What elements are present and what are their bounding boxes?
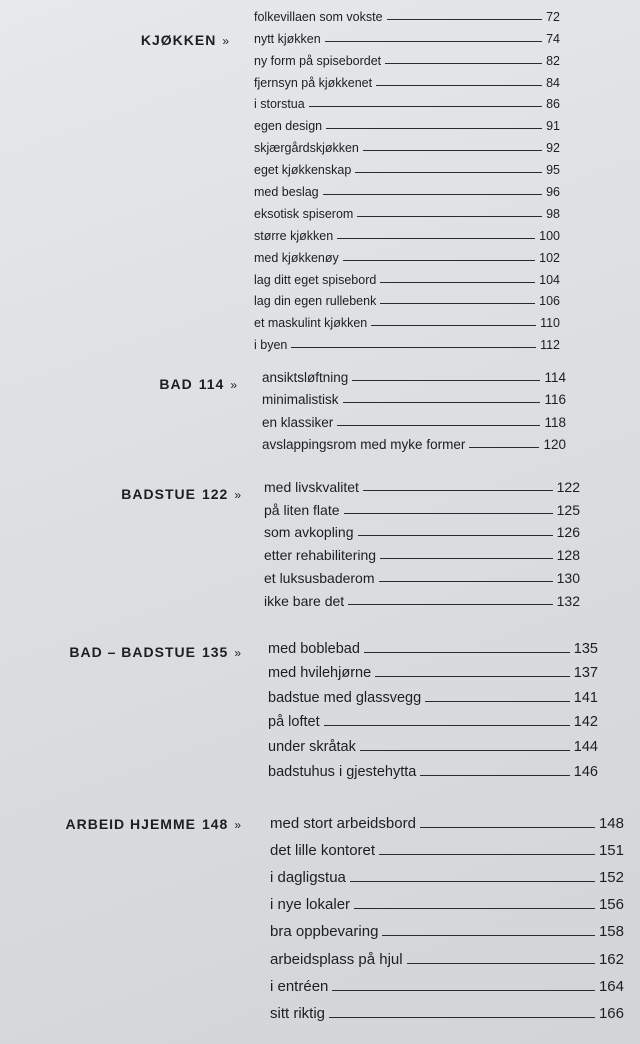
entry-page: 106: [539, 294, 560, 309]
entry-page: 110: [540, 316, 560, 331]
entry-title: med kjøkkenøy: [254, 250, 339, 265]
toc-entry: [264, 586, 580, 609]
dotted-leader: [291, 347, 536, 348]
entry-page: 158: [598, 923, 624, 941]
entry-page: 137: [573, 665, 598, 682]
section-heading-title: BADSTUE: [121, 486, 196, 502]
entry-page: 92: [546, 141, 560, 156]
toc-entry: [268, 681, 598, 706]
dotted-leader: [352, 380, 540, 381]
entry-title: på liten flate: [264, 501, 340, 518]
entry-page: 148: [598, 815, 624, 833]
entry-page: 120: [543, 437, 566, 452]
entry-title: ny form på spisebordet: [254, 53, 382, 68]
dotted-leader: [379, 854, 595, 855]
toc-entry: [270, 940, 624, 967]
toc-entry: [270, 913, 624, 940]
section-heading-page: 122: [201, 486, 229, 502]
entry-title: lag ditt eget spisebord: [254, 272, 377, 287]
toc-entry: [254, 330, 560, 352]
toc-entry: [270, 859, 624, 886]
dotted-leader: [375, 676, 570, 677]
entry-title: eksotisk spiserom: [254, 206, 354, 221]
entry-title: ikke bare det: [264, 592, 345, 609]
entry-title: med hvilehjørne: [268, 665, 372, 682]
toc-entry: [264, 472, 580, 495]
entry-title: med livskvalitet: [264, 478, 359, 495]
entry-title: arbeidsplass på hjul: [270, 950, 403, 968]
toc-entry: [270, 995, 624, 1022]
toc-entry: [264, 495, 580, 518]
entry-title: lag din egen rullebenk: [254, 294, 377, 309]
dotted-leader: [469, 447, 539, 448]
entry-title: med stort arbeidsbord: [270, 815, 416, 833]
entry-title: fjernsyn på kjøkkenet: [254, 75, 373, 90]
entry-title: badstuhus i gjestehytta: [268, 763, 417, 780]
entry-page: 118: [544, 414, 566, 430]
chevron-right-icon: »: [230, 378, 238, 392]
dotted-leader: [358, 535, 553, 536]
dotted-leader: [376, 85, 542, 86]
entry-page: 98: [546, 206, 560, 221]
toc-entry: [264, 563, 580, 586]
entry-title: i storstua: [254, 97, 305, 112]
dotted-leader: [382, 935, 595, 936]
toc-entry: [254, 177, 560, 199]
dotted-leader: [344, 513, 553, 514]
entry-page: 152: [598, 869, 624, 887]
toc-entry: [264, 518, 580, 541]
entry-title: nytt kjøkken: [254, 31, 321, 46]
section-heading-page: 114: [198, 376, 225, 392]
section-heading: [141, 32, 230, 48]
toc-entry: [270, 805, 624, 832]
entry-list: [270, 805, 624, 1022]
entry-title: eget kjøkkenskap: [254, 163, 352, 178]
dotted-leader: [364, 652, 570, 653]
entry-page: 116: [544, 392, 566, 407]
toc-entry: [254, 308, 560, 330]
entry-title: skjærgårdskjøkken: [254, 141, 359, 156]
dotted-leader: [329, 1017, 595, 1018]
dotted-leader: [343, 402, 541, 403]
dotted-leader: [380, 558, 553, 559]
entry-title: et luksusbaderom: [264, 569, 375, 586]
dotted-leader: [425, 701, 570, 702]
dotted-leader: [387, 19, 543, 20]
toc-entry: [254, 46, 560, 68]
entry-title: det lille kontoret: [270, 842, 376, 860]
toc-entry: [268, 706, 598, 731]
entry-page: 95: [546, 163, 560, 178]
dotted-leader: [371, 325, 536, 326]
dotted-leader: [354, 908, 595, 909]
section-kjokken: [0, 2, 640, 352]
toc-entry: [270, 968, 624, 995]
entry-page: 84: [546, 75, 560, 90]
dotted-leader: [380, 303, 535, 304]
dotted-leader: [323, 194, 542, 195]
entry-title: bra oppbevaring: [270, 923, 379, 941]
dotted-leader: [348, 604, 552, 605]
toc-entry: [254, 199, 560, 221]
toc-entry: [268, 657, 598, 682]
entry-page: 126: [556, 524, 580, 541]
dotted-leader: [379, 581, 553, 582]
entry-title: i byen: [254, 338, 288, 353]
section-heading-page: 148: [201, 816, 229, 832]
entry-title: ansiktsløftning: [262, 369, 349, 385]
dotted-leader: [309, 106, 542, 107]
toc-entry: [254, 287, 560, 309]
entry-title: i dagligstua: [270, 869, 346, 887]
entry-page: 82: [546, 53, 560, 68]
dotted-leader: [360, 750, 570, 751]
section-heading: [159, 376, 238, 392]
entry-page: 96: [546, 185, 560, 200]
chevron-right-icon: »: [222, 34, 230, 48]
section-heading: [121, 486, 242, 502]
entry-title: som avkopling: [264, 524, 354, 541]
entry-page: 122: [556, 478, 580, 495]
section-heading-title: BAD – BADSTUE: [69, 644, 196, 660]
entry-title: med beslag: [254, 185, 319, 200]
toc-entry: [270, 832, 624, 859]
entry-list: [264, 472, 580, 609]
entry-title: i nye lokaler: [270, 896, 351, 914]
toc-entry: [268, 632, 598, 657]
entry-page: 130: [556, 569, 580, 586]
entry-page: 132: [556, 592, 580, 609]
entry-page: 151: [598, 842, 624, 860]
toc-entry: [254, 221, 560, 243]
entry-page: 156: [598, 896, 624, 914]
toc-entry: [254, 133, 560, 155]
entry-page: 112: [540, 338, 560, 353]
dotted-leader: [420, 827, 595, 828]
entry-page: 114: [544, 369, 566, 385]
section-bad-badstue: [0, 632, 640, 782]
entry-title: på loftet: [268, 714, 320, 731]
entry-page: 91: [546, 119, 560, 134]
entry-page: 128: [556, 547, 580, 564]
dotted-leader: [357, 216, 542, 217]
toc-entry: [262, 385, 566, 408]
entry-page: 166: [598, 1004, 624, 1022]
entry-page: 74: [546, 31, 560, 46]
entry-page: 86: [546, 97, 560, 112]
toc-entry: [264, 540, 580, 563]
entry-title: minimalistisk: [262, 392, 339, 407]
dotted-leader: [407, 963, 595, 964]
entry-page: 162: [598, 950, 624, 968]
section-heading-page: 135: [201, 644, 229, 660]
section-heading: [65, 816, 242, 832]
entry-page: 104: [539, 272, 560, 287]
entry-page: 141: [573, 689, 598, 706]
entry-list: [268, 632, 598, 780]
entry-title: med boblebad: [268, 640, 360, 657]
toc-entry: [254, 155, 560, 177]
entry-page: 125: [556, 501, 580, 518]
entry-title: et maskulint kjøkken: [254, 316, 368, 331]
section-heading-title: BAD: [159, 376, 193, 392]
dotted-leader: [385, 63, 542, 64]
entry-title: sitt riktig: [270, 1004, 326, 1022]
dotted-leader: [350, 881, 595, 882]
chevron-right-icon: »: [234, 818, 242, 832]
section-arbeid-hjemme: [0, 805, 640, 1030]
toc-entry: [262, 407, 566, 430]
dotted-leader: [363, 150, 542, 151]
dotted-leader: [343, 260, 535, 261]
toc-entry: [254, 90, 560, 112]
dotted-leader: [324, 725, 570, 726]
entry-title: avslappingsrom med myke former: [262, 437, 466, 452]
toc-entry: [268, 755, 598, 780]
entry-title: folkevillaen som vokste: [254, 9, 383, 24]
dotted-leader: [420, 775, 569, 776]
section-heading-title: KJØKKEN: [140, 32, 217, 48]
entry-title: en klassiker: [262, 414, 334, 430]
dotted-leader: [355, 172, 542, 173]
toc-entry: [262, 362, 566, 385]
entry-page: 142: [573, 714, 598, 731]
toc-entry: [254, 24, 560, 46]
entry-page: 102: [539, 250, 560, 265]
chevron-right-icon: »: [234, 646, 242, 660]
entry-page: 144: [573, 738, 598, 755]
entry-page: 146: [573, 763, 598, 780]
toc-entry: [254, 2, 560, 24]
entry-title: under skråtak: [268, 738, 356, 755]
dotted-leader: [363, 490, 553, 491]
entry-page: 72: [546, 9, 560, 24]
dotted-leader: [337, 425, 540, 426]
toc-entry: [254, 111, 560, 133]
entry-list: [262, 362, 566, 452]
entry-page: 135: [573, 640, 598, 657]
entry-page: 164: [598, 977, 624, 995]
entry-page: 100: [539, 228, 560, 243]
entry-title: større kjøkken: [254, 228, 334, 243]
toc-entry: [270, 886, 624, 913]
toc-entry: [254, 243, 560, 265]
dotted-leader: [337, 238, 535, 239]
entry-list: [254, 2, 560, 352]
entry-title: etter rehabilitering: [264, 547, 377, 564]
entry-title: i entréen: [270, 977, 329, 995]
dotted-leader: [380, 282, 535, 283]
dotted-leader: [325, 41, 542, 42]
toc-entry: [254, 265, 560, 287]
section-heading-title: ARBEID HJEMME: [65, 816, 196, 832]
toc-entry: [254, 68, 560, 90]
section-heading: [69, 644, 242, 660]
entry-title: badstue med glassvegg: [268, 689, 422, 706]
section-badstue: [0, 472, 640, 612]
chevron-right-icon: »: [234, 488, 242, 502]
entry-title: egen design: [254, 119, 323, 134]
toc-entry: [262, 430, 566, 453]
dotted-leader: [332, 990, 595, 991]
section-bad: [0, 362, 640, 457]
dotted-leader: [326, 128, 542, 129]
toc-entry: [268, 730, 598, 755]
